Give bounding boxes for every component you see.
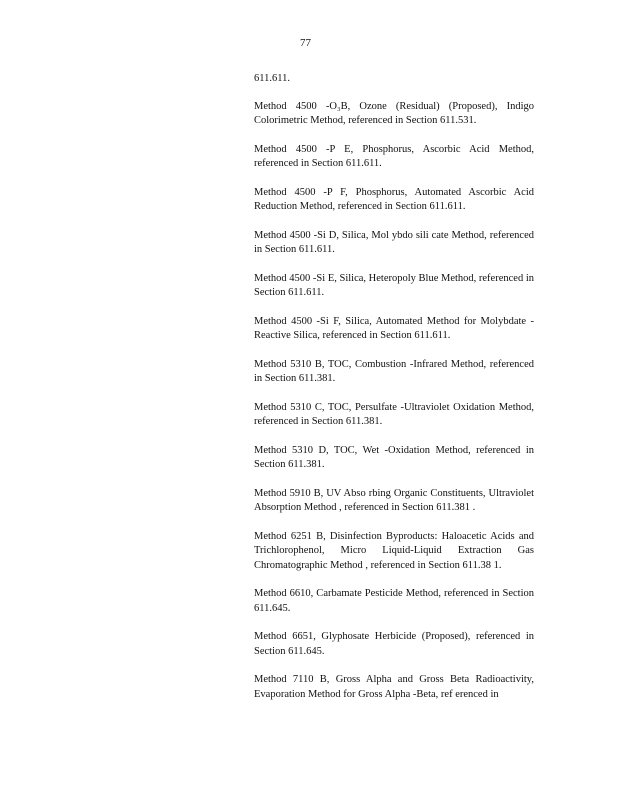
method-4500-sid-paragraph: Method 4500 -Si D, Silica, Mol ybdo sili cate Method, referenced in Section 611.611. bbox=[254, 229, 534, 255]
document-body bbox=[254, 72, 534, 716]
method-5310d-paragraph: Method 5310 D, TOC, Wet -Oxidation Method, referenced in Section 611.381. bbox=[254, 444, 534, 470]
method-4500-o3b-paragraph: Method 4500 -O₃B, Ozone (Residual) (Proposed), Indigo Colorimetric Method, referenced in Section 611.531. bbox=[254, 100, 534, 126]
method-6251b-paragraph: Method 6251 B, Disinfection Byproducts: Haloacetic Acids and Trichlorophenol, Micro Liquid-Liquid Extraction Gas Chromatographic Method , referenced in Section 611.38 1. bbox=[254, 530, 534, 571]
page-number: 77 bbox=[300, 37, 311, 49]
method-4500-sie-paragraph: Method 4500 -Si E, Silica, Heteropoly Blue Method, referenced in Section 611.611. bbox=[254, 272, 534, 298]
method-5910b-paragraph: Method 5910 B, UV Abso rbing Organic Constituents, Ultraviolet Absorption Method , referenced in Section 611.381 . bbox=[254, 487, 534, 513]
paragraph-continuation: 611.611. bbox=[254, 73, 290, 84]
method-7110b-paragraph: Method 7110 B, Gross Alpha and Gross Beta Radioactivity, Evaporation Method for Gross Alpha -Beta, ref erenced in bbox=[254, 674, 534, 700]
method-4500-pe-paragraph: Method 4500 -P E, Phosphorus, Ascorbic Acid Method, referenced in Section 611.611. bbox=[254, 143, 534, 169]
method-6610-paragraph: Method 6610, Carbamate Pesticide Method, referenced in Section 611.645. bbox=[254, 588, 534, 614]
method-5310b-paragraph: Method 5310 B, TOC, Combustion -Infrared Method, referenced in Section 611.381. bbox=[254, 358, 534, 384]
method-6651-paragraph: Method 6651, Glyphosate Herbicide (Proposed), referenced in Section 611.645. bbox=[254, 631, 534, 657]
method-5310c-paragraph: Method 5310 C, TOC, Persulfate -Ultraviolet Oxidation Method, referenced in Section 611.381. bbox=[254, 401, 534, 427]
method-4500-pf-paragraph: Method 4500 -P F, Phosphorus, Automated Ascorbic Acid Reduction Method, referenced in Section 611.611. bbox=[254, 186, 534, 212]
method-4500-sif-paragraph: Method 4500 -Si F, Silica, Automated Method for Molybdate -Reactive Silica, referenced in Section 611.611. bbox=[254, 315, 534, 341]
